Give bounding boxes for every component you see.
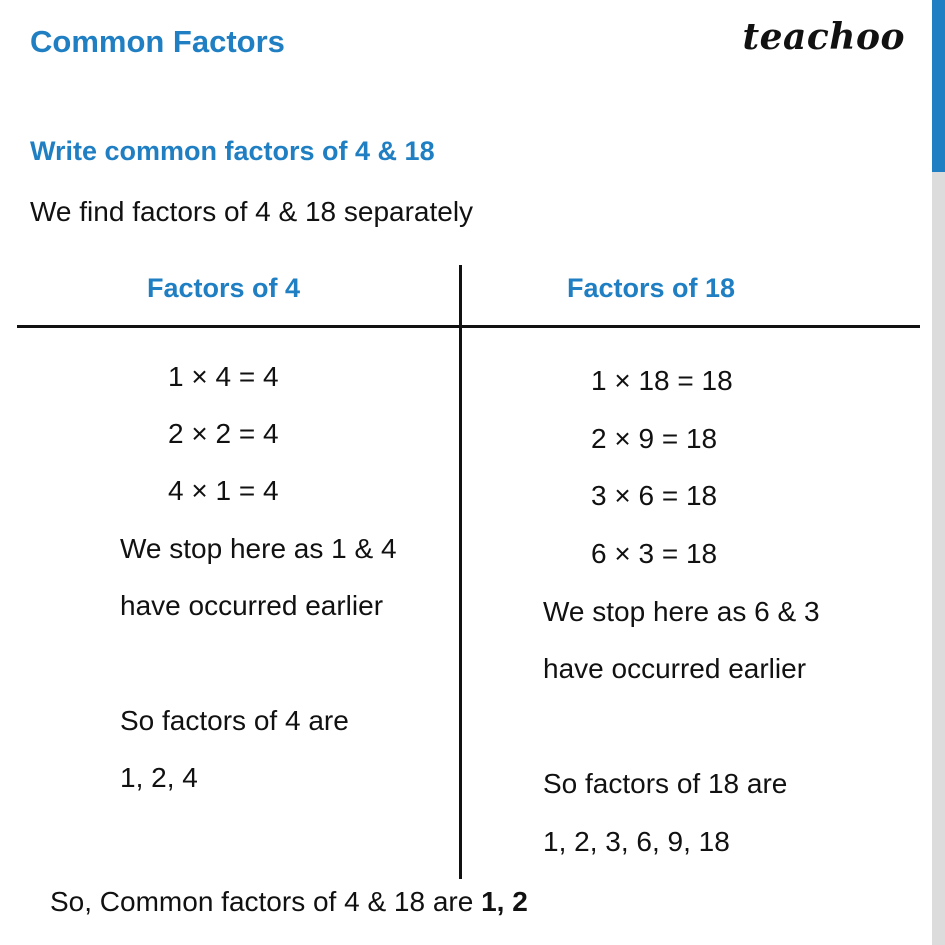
left-equation-2: 2 × 2 = 4: [168, 418, 279, 449]
page-title: Common Factors: [30, 24, 285, 59]
conclusion: [50, 886, 528, 918]
left-result-line-2: 1, 2, 4: [120, 762, 198, 793]
left-stop-note-line-2: have occurred earlier: [120, 590, 384, 621]
left-stop-note-line-1: We stop here as 1 & 4: [120, 533, 397, 564]
right-equation-3: 3 × 6 = 18: [591, 480, 718, 511]
table-horizontal-divider: [17, 325, 920, 328]
teachoo-logo: teachoo: [742, 16, 905, 58]
question-heading: Write common factors of 4 & 18: [30, 136, 435, 166]
left-result-line-1: So factors of 4 are: [120, 705, 349, 736]
left-column-heading: Factors of 4: [147, 273, 301, 303]
side-bar-accent: [932, 0, 945, 172]
right-column-heading: Factors of 18: [567, 273, 736, 303]
right-equation-4: 6 × 3 = 18: [591, 538, 718, 569]
right-equation-2: 2 × 9 = 18: [591, 423, 718, 454]
right-stop-note-line-1: We stop here as 6 & 3: [543, 596, 820, 627]
intro-text: We find factors of 4 & 18 separately: [30, 196, 474, 227]
right-result-line-2: 1, 2, 3, 6, 9, 18: [543, 826, 730, 857]
right-result-line-1: So factors of 18 are: [543, 768, 788, 799]
conclusion-text: So, Common factors of 4 & 18 are: [50, 886, 482, 917]
left-equation-1: 1 × 4 = 4: [168, 361, 279, 392]
table-vertical-divider: [459, 265, 462, 879]
right-stop-note-line-2: have occurred earlier: [543, 653, 807, 684]
right-equation-1: 1 × 18 = 18: [591, 365, 733, 396]
conclusion-answer: 1, 2: [481, 886, 528, 917]
left-equation-3: 4 × 1 = 4: [168, 475, 279, 506]
